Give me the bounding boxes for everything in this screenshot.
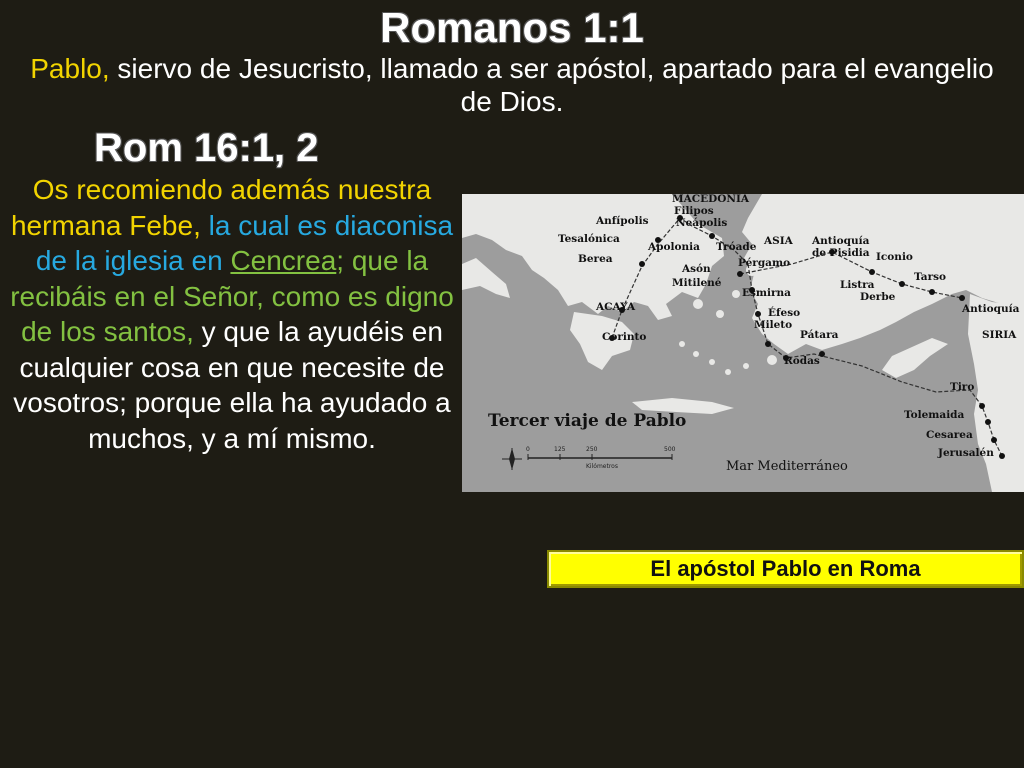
- map-label-siria: SIRIA: [982, 329, 1017, 341]
- map-sea-label: Mar Mediterráneo: [726, 459, 848, 474]
- map-label-pergamo: Pérgamo: [738, 257, 791, 269]
- scale-tick-500: 500: [664, 446, 676, 453]
- map-label-tiro: Tiro: [950, 381, 975, 393]
- map-label-filipos: Filipos: [674, 205, 714, 217]
- map-label-anfipolis: Anfípolis: [596, 215, 649, 227]
- map-label-cesarea: Cesarea: [926, 429, 973, 441]
- map-label-asia: ASIA: [764, 235, 793, 247]
- verse2-part-blue: la cual es diaconisa de la iglesia en: [35, 209, 454, 276]
- map-label-iconio: Iconio: [876, 251, 913, 263]
- map-label-patara: Pátara: [800, 329, 839, 341]
- slide-title-rom-16: Rom 16:1, 2: [94, 126, 319, 170]
- map-label-antioquia-pisidia-2: de Pisidia: [812, 247, 870, 259]
- map-label-mileto: Mileto: [754, 319, 793, 331]
- cencrea-link[interactable]: Cencrea: [230, 245, 337, 276]
- verse-rom-16-1-2: [6, 172, 458, 456]
- map-label-tesalonica: Tesalónica: [558, 233, 620, 245]
- verse2-part-yellow: Os recomiendo además nuestra hermana Febe,: [10, 174, 432, 241]
- map-title: Tercer viaje de Pablo: [488, 411, 687, 431]
- slide-title-romanos: Romanos 1:1: [380, 4, 644, 51]
- map-label-mitilene: Mitilené: [672, 277, 722, 289]
- verse2-part-green: ; que la recibáis en el Señor, como es digno de los santos,: [10, 245, 454, 347]
- map-label-troade: Tróade: [716, 241, 757, 253]
- map-graphic: [462, 194, 1024, 492]
- map-label-esmirna: Esmirna: [742, 287, 791, 299]
- scale-tick-125: 125: [554, 446, 566, 453]
- verse1-highlight: Pablo,: [30, 53, 110, 84]
- map-label-tarso: Tarso: [914, 271, 947, 283]
- map-label-macedonia: MACEDONIA: [672, 194, 750, 205]
- map-third-journey: [462, 194, 1024, 492]
- map-label-corinto: Corinto: [602, 331, 647, 343]
- map-label-antioquia-pisidia-1: Antioquía: [812, 235, 870, 247]
- map-label-antioquia: Antioquía: [962, 303, 1020, 315]
- scale-unit: Kilómetros: [586, 463, 618, 470]
- verse1-text: siervo de Jesucristo, llamado a ser apóstol, apartado para el evangelio de Dios.: [109, 53, 994, 117]
- map-label-derbe: Derbe: [860, 291, 896, 303]
- map-label-tolemaida: Tolemaida: [904, 409, 965, 421]
- verse-romanos-1-1: [20, 52, 1004, 118]
- scale-tick-250: 250: [586, 446, 598, 453]
- map-label-efeso: Éfeso: [768, 307, 801, 319]
- map-label-acaya: ACAYA: [596, 301, 636, 313]
- map-label-apolonia: Apolonia: [648, 241, 700, 253]
- map-label-ason: Asón: [682, 263, 711, 275]
- map-label-berea: Berea: [578, 253, 613, 265]
- scale-tick-0: 0: [526, 446, 530, 453]
- map-label-listra: Listra: [840, 279, 875, 291]
- pablo-en-roma-link-button[interactable]: El apóstol Pablo en Roma: [547, 550, 1024, 588]
- map-label-rodas: Rodas: [784, 355, 820, 367]
- map-label-jerusalen: Jerusalén: [938, 447, 994, 459]
- map-label-neapolis: Neápolis: [676, 217, 728, 229]
- verse2-part-white: y que la ayudéis en cualquier cosa en que necesite de vosotros; porque ella ha ayudado a muchos, y a mí mismo.: [13, 316, 451, 454]
